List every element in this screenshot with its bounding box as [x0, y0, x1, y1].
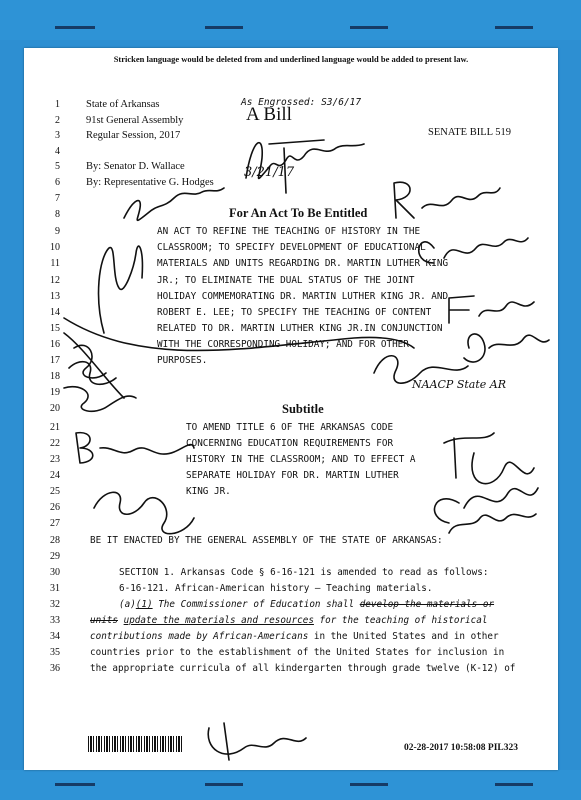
- line-number: 18: [50, 371, 60, 382]
- line-number: 7: [55, 193, 60, 204]
- line-number: 36: [50, 663, 60, 674]
- subtitle-line: TO AMEND TITLE 6 OF THE ARKANSAS CODE: [186, 422, 394, 433]
- body-line-33: [90, 615, 487, 626]
- act-line: WITH THE CORRESPONDING HOLIDAY; AND FOR OTHER: [157, 339, 409, 350]
- body-line-32: [119, 599, 494, 610]
- subtitle-line: HISTORY IN THE CLASSROOM; AND TO EFFECT A: [186, 454, 416, 465]
- line-number: 28: [50, 535, 60, 546]
- amendment-notice: Stricken language would be deleted from and underlined language would be added to present law.: [113, 54, 469, 64]
- added-text: (1): [135, 599, 153, 610]
- act-line: CLASSROOM; TO SPECIFY DEVELOPMENT OF EDUCATIONAL: [157, 242, 426, 253]
- line-number: 27: [50, 518, 60, 529]
- italic-text: contributions made by African-Americans: [90, 631, 309, 642]
- signature-bruce: [76, 433, 194, 463]
- bill-number: SENATE BILL 519: [428, 127, 512, 138]
- line-number: 35: [50, 647, 60, 658]
- added-text: update the materials and resources: [123, 615, 314, 626]
- subtitle-heading: Subtitle: [282, 402, 324, 416]
- act-heading: For An Act To Be Entitled: [229, 206, 368, 220]
- signature-bottom-right: [449, 514, 536, 533]
- signature-left-cluster: [64, 362, 136, 412]
- signature-raquel: [394, 182, 500, 218]
- signature-hodges: [124, 188, 224, 220]
- line-number: 5: [55, 161, 60, 172]
- line-number: 1: [55, 99, 60, 110]
- line-number: 20: [50, 403, 60, 414]
- session-label: Regular Session, 2017: [86, 130, 181, 141]
- subtitle-line: KING JR.: [186, 486, 231, 497]
- house-sponsor: By: Representative G. Hodges: [86, 177, 214, 188]
- stricken-text: units: [90, 615, 118, 626]
- line-number: 3: [55, 130, 60, 141]
- line-number: 33: [50, 615, 60, 626]
- line-number: 22: [50, 438, 60, 449]
- line-number: 24: [50, 470, 60, 481]
- act-line: PURPOSES.: [157, 355, 208, 366]
- subsection-a: (a): [119, 599, 136, 610]
- line-number: 21: [50, 422, 60, 433]
- body-line-36: the appropriate curricula of all kindergarten through grade twelve (K-12) of: [90, 663, 516, 674]
- line-number: 15: [50, 323, 60, 334]
- act-line: AN ACT TO REFINE THE TEACHING OF HISTORY IN THE: [157, 226, 421, 237]
- line-number: 13: [50, 291, 60, 302]
- enacting-clause: BE IT ENACTED BY THE GENERAL ASSEMBLY OF THE STATE OF ARKANSAS:: [90, 535, 443, 546]
- engrossed-stamp: As Engrossed: S3/6/17: [241, 97, 362, 108]
- line-number: 12: [50, 275, 60, 286]
- line-number: 19: [50, 387, 60, 398]
- line-number: 30: [50, 567, 60, 578]
- subtitle-line: SEPARATE HOLIDAY FOR DR. MARTIN LUTHER: [186, 470, 399, 481]
- folder-top-band: [0, 0, 581, 40]
- signature-right-tall: [444, 433, 534, 484]
- line-number: 32: [50, 599, 60, 610]
- line-number: 2: [55, 115, 60, 126]
- line-number: 34: [50, 631, 60, 642]
- signature-fred: [449, 296, 534, 323]
- line-number: 17: [50, 355, 60, 366]
- body-text: The Commissioner of Education shall: [152, 599, 360, 610]
- subtitle-line: CONCERNING EDUCATION REQUIREMENTS FOR: [186, 438, 394, 449]
- line-number: 16: [50, 339, 60, 350]
- line-number: 26: [50, 502, 60, 513]
- line-number: 14: [50, 307, 60, 318]
- state-label: State of Arkansas: [86, 99, 160, 110]
- act-line: JR.; TO ELIMINATE THE DUAL STATUS OF THE JOINT: [157, 275, 415, 286]
- footer-timestamp: 02-28-2017 10:58:08 PIL323: [404, 743, 518, 753]
- folder-tab-mark: [495, 783, 533, 786]
- body-line-35: countries prior to the establishment of the United States for inclusion in: [90, 647, 505, 658]
- folder-tab-mark: [350, 26, 388, 29]
- document-title: A Bill: [246, 104, 292, 125]
- folder-tab-mark: [55, 783, 95, 786]
- signature-left-scrawl: [64, 333, 124, 398]
- bill-page: [24, 48, 558, 770]
- act-line: RELATED TO DR. MARTIN LUTHER KING JR.IN CONJUNCTION: [157, 323, 443, 334]
- section-heading: SECTION 1. Arkansas Code § 6-16-121 is amended to read as follows:: [119, 567, 489, 578]
- signature-left-bottom: [94, 492, 194, 533]
- assembly-label: 91st General Assembly: [86, 115, 184, 126]
- signature-joyce: [464, 334, 549, 362]
- signature-bottom: [208, 723, 306, 760]
- body-text: in the United States and in other: [308, 631, 499, 642]
- line-number: 8: [55, 209, 60, 220]
- folder-tab-mark: [205, 26, 243, 29]
- folder-tab-mark: [55, 26, 95, 29]
- signature-chris: [435, 488, 538, 523]
- signature-top-center: [269, 140, 324, 193]
- act-line: ROBERT E. LEE; TO SPECIFY THE TEACHING OF CONTENT: [157, 307, 432, 318]
- section-title: 6-16-121. African-American history — Teaching materials.: [119, 583, 433, 594]
- line-number: 23: [50, 454, 60, 465]
- folder-tab-mark: [205, 783, 243, 786]
- body-text: for the teaching of historical: [313, 615, 488, 626]
- line-number: 10: [50, 242, 60, 253]
- act-line: MATERIALS AND UNITS REGARDING DR. MARTIN LUTHER KING: [157, 258, 449, 269]
- line-number: 29: [50, 551, 60, 562]
- line-number: 31: [50, 583, 60, 594]
- folder-tab-mark: [350, 783, 388, 786]
- line-number: 6: [55, 177, 60, 188]
- act-line: HOLIDAY COMMEMORATING DR. MARTIN LUTHER KING JR. AND: [157, 291, 449, 302]
- signature-middle-right: [374, 356, 468, 383]
- barcode: [88, 736, 184, 752]
- signature-top-center: [246, 143, 364, 179]
- line-number: 9: [55, 226, 60, 237]
- folder-tab-mark: [495, 26, 533, 29]
- line-number: 4: [55, 146, 60, 157]
- stricken-text: develop the materials or: [359, 599, 495, 610]
- handwritten-naacp: NAACP State AR: [412, 378, 506, 391]
- body-line-34: [90, 631, 499, 642]
- line-number: 11: [50, 258, 60, 269]
- signature-left-vertical: [99, 246, 143, 333]
- line-number: 25: [50, 486, 60, 497]
- handwritten-date: 3/21/17: [244, 165, 295, 180]
- senate-sponsor: By: Senator D. Wallace: [86, 161, 185, 172]
